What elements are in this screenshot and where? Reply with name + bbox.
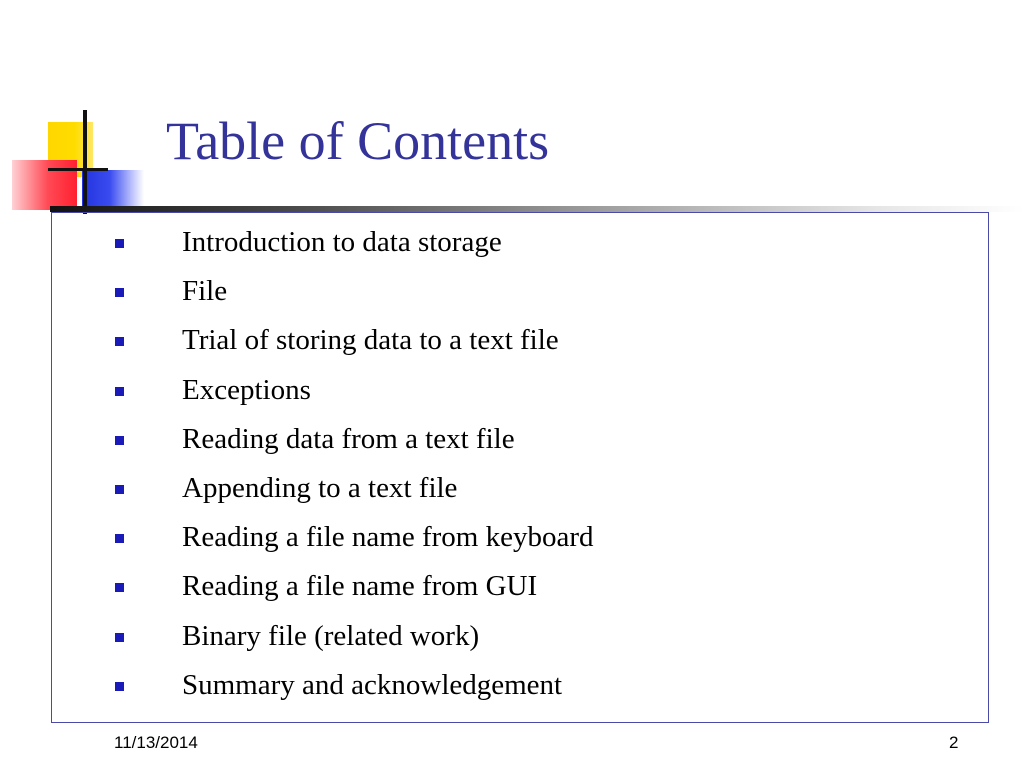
list-item-label: Trial of storing data to a text file	[182, 324, 559, 357]
list-item	[52, 520, 988, 569]
square-bullet-icon	[115, 239, 124, 248]
logo-horizontal-line	[48, 168, 108, 171]
list-item-label: Reading a file name from GUI	[182, 570, 538, 603]
list-item	[52, 668, 988, 717]
footer-date: 11/13/2014	[114, 733, 198, 752]
logo-vertical-line	[83, 110, 87, 214]
list-item	[52, 422, 988, 471]
table-of-contents-list	[52, 225, 988, 717]
list-item-label: Binary file (related work)	[182, 619, 480, 652]
list-item	[52, 569, 988, 618]
list-item	[52, 619, 988, 668]
list-item-label: Reading data from a text file	[182, 422, 515, 455]
list-item-label: Introduction to data storage	[182, 226, 502, 258]
list-item-label: Summary and acknowledgement	[182, 668, 563, 701]
list-item-label: Reading a file name from keyboard	[182, 521, 594, 554]
content-box	[51, 212, 989, 723]
page-number: 2	[949, 733, 959, 752]
square-bullet-icon	[115, 337, 124, 346]
square-bullet-icon	[115, 583, 124, 592]
list-item	[52, 323, 988, 372]
list-item	[52, 471, 988, 520]
list-item-label: Exceptions	[182, 373, 311, 406]
square-bullet-icon	[115, 436, 124, 445]
square-bullet-icon	[115, 387, 124, 396]
list-item	[52, 373, 988, 422]
square-bullet-icon	[115, 288, 124, 297]
square-bullet-icon	[115, 682, 124, 691]
square-bullet-icon	[115, 633, 124, 642]
list-item-label: Appending to a text file	[182, 471, 458, 504]
list-item	[52, 225, 988, 274]
list-item	[52, 274, 988, 323]
slide-title: Table of Contents	[166, 111, 550, 171]
square-bullet-icon	[115, 485, 124, 494]
list-item-label: File	[182, 275, 228, 308]
square-bullet-icon	[115, 534, 124, 543]
